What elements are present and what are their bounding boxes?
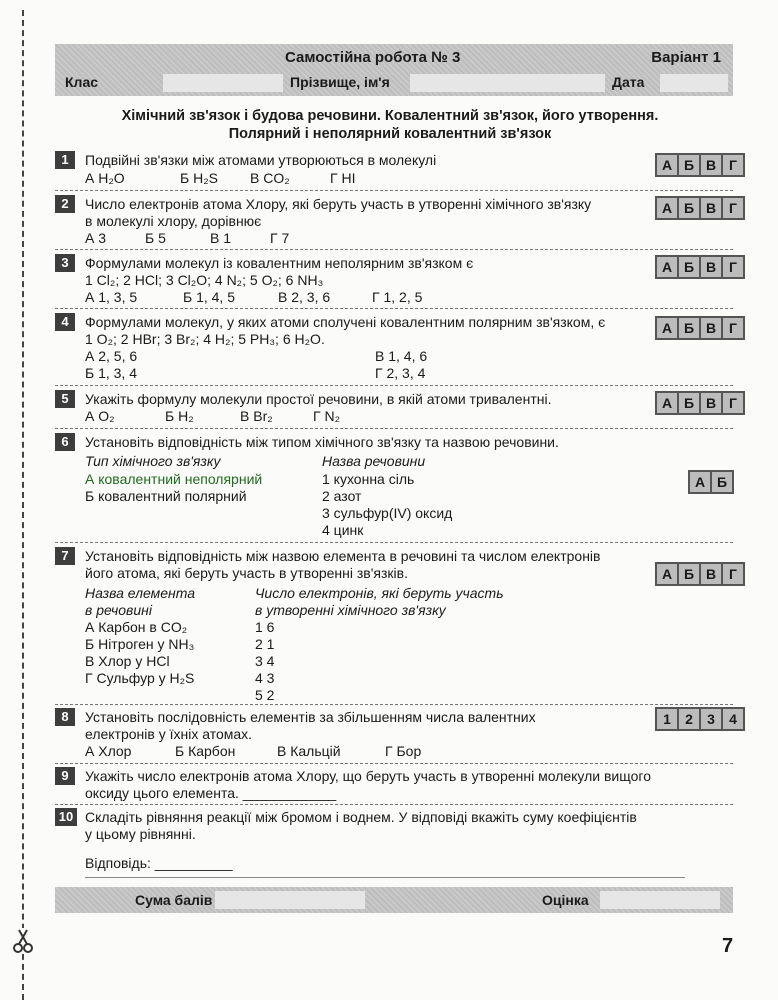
answer-cell[interactable]: 2: [679, 709, 699, 729]
match-left-item: А ковалентний неполярний: [85, 471, 263, 487]
answer-cell[interactable]: Г: [723, 393, 743, 413]
name-label: Прізвище, ім'я: [290, 74, 390, 90]
option-b: Б H₂S: [180, 170, 218, 186]
option-d: Г 1, 2, 5: [372, 289, 423, 305]
answer-cell[interactable]: Б: [679, 393, 699, 413]
name-field[interactable]: [410, 74, 605, 92]
scissors-icon: [10, 928, 36, 954]
column-heading: Тип хімічного зв'язку: [85, 453, 221, 469]
class-field[interactable]: [163, 74, 283, 92]
divider: [55, 804, 733, 805]
answer-cell[interactable]: В: [701, 155, 721, 175]
answer-cell[interactable]: В: [701, 257, 721, 277]
column-heading: Назва елемента: [85, 585, 195, 601]
option-d: Г 2, 3, 4: [375, 365, 426, 381]
match-right-item: 2 азот: [322, 488, 362, 504]
answer-cell[interactable]: Б: [679, 257, 699, 277]
match-right-item: 2 1: [255, 636, 275, 652]
answer-cell[interactable]: В: [701, 318, 721, 338]
question-number: 5: [55, 390, 75, 408]
page-number: 7: [722, 935, 734, 957]
option-c: В Br₂: [240, 408, 273, 424]
option-b: Б 1, 4, 5: [183, 289, 235, 305]
question-number: 3: [55, 254, 75, 272]
question-text: Формулами молекул, у яких атоми сполучені ковалентним полярним зв'язком, є: [85, 314, 606, 330]
divider: [55, 385, 733, 386]
match-right-item: 1 кухонна сіль: [322, 471, 415, 487]
option-a: А 3: [85, 230, 107, 246]
question-text: Формулами молекул із ковалентним неполярним зв'язком є: [85, 255, 474, 271]
option-b: Б H₂: [165, 408, 194, 424]
answer-cell[interactable]: В: [701, 198, 721, 218]
option-d: Г Бор: [385, 743, 422, 759]
answer-grid: [655, 196, 745, 220]
worksheet-title: Самостійна робота № 3: [285, 49, 461, 66]
question-number: 10: [55, 808, 77, 826]
question-number: 9: [55, 767, 75, 785]
answer-grid: [688, 470, 734, 494]
question-text: Укажіть формулу молекули простої речовини, в якій атоми тривалентні.: [85, 391, 552, 407]
question-text: Установіть послідовність елементів за збільшенням числа валентних: [85, 709, 536, 725]
divider: [55, 190, 733, 191]
question-number: 7: [55, 547, 75, 565]
option-d: Г 7: [270, 230, 290, 246]
option-c: В 2, 3, 6: [278, 289, 331, 305]
option-b: Б 1, 3, 4: [85, 365, 137, 381]
match-left-item: Б ковалентний полярний: [85, 488, 247, 504]
question-formulas: 1 Cl₂; 2 HCl; 3 Cl₂O; 4 N₂; 5 O₂; 6 NH₃: [85, 272, 324, 288]
date-field[interactable]: [660, 74, 728, 92]
date-label: Дата: [612, 74, 645, 90]
answer-cell[interactable]: А: [657, 318, 677, 338]
answer-cell[interactable]: В: [701, 393, 721, 413]
answer-cell[interactable]: Б: [712, 472, 732, 492]
answer-cell[interactable]: А: [657, 155, 677, 175]
answer-cell[interactable]: А: [690, 472, 710, 492]
divider: [55, 542, 733, 543]
option-c: В 1: [210, 230, 232, 246]
answer-cell[interactable]: В: [701, 564, 721, 584]
option-b: Б 5: [145, 230, 166, 246]
score-footer: [55, 887, 733, 913]
question-text: його атома, які беруть участь в утворенні зв'язків.: [85, 565, 408, 581]
option-c: В CO₂: [250, 170, 290, 186]
divider: [55, 704, 733, 705]
answer-grid: [655, 562, 745, 586]
question-text: в молекулі хлору, дорівнює: [85, 213, 262, 229]
match-right-item: 4 цинк: [322, 522, 364, 538]
column-heading: в речовині: [85, 602, 152, 618]
question-formulas: 1 O₂; 2 HBr; 3 Br₂; 4 H₂; 5 PH₃; 6 H₂O.: [85, 331, 325, 347]
question-text: Установіть відповідність між назвою елемента в речовині та числом електронів: [85, 548, 601, 564]
answer-cell[interactable]: Г: [723, 257, 743, 277]
column-heading: в утворенні хімічного зв'язку: [255, 602, 446, 618]
answer-grid: [655, 153, 745, 177]
answer-grid: [655, 707, 745, 731]
answer-cell[interactable]: Б: [679, 155, 699, 175]
match-right-item: 3 сульфур(IV) оксид: [322, 505, 453, 521]
question-text: у цьому рівнянні.: [85, 826, 196, 842]
score-label: Сума балів: [135, 892, 213, 908]
option-c: В 1, 4, 6: [375, 348, 428, 364]
cut-line: [22, 10, 24, 1000]
divider: [55, 428, 733, 429]
topic-title-line2: Полярний і неполярний ковалентний зв'язок: [228, 126, 552, 142]
option-a: А H₂O: [85, 170, 125, 186]
match-right-item: 4 3: [255, 670, 275, 686]
question-number: 1: [55, 151, 75, 169]
question-text: електронів у їхніх атомах.: [85, 726, 253, 742]
option-b: Б Карбон: [175, 743, 236, 759]
answer-grid: [655, 255, 745, 279]
answer-line: [85, 877, 685, 878]
answer-grid: [655, 316, 745, 340]
divider: [55, 763, 733, 764]
option-a: А 2, 5, 6: [85, 348, 138, 364]
grade-field[interactable]: [600, 891, 720, 909]
answer-cell[interactable]: Г: [723, 564, 743, 584]
option-d: Г N₂: [313, 408, 341, 424]
question-number: 6: [55, 433, 75, 451]
answer-label: Відповідь: __________: [85, 855, 233, 871]
match-right-item: 5 2: [255, 687, 275, 703]
match-left-item: Г Сульфур у H₂S: [85, 670, 195, 686]
question-number: 2: [55, 195, 75, 213]
option-d: Г HI: [330, 170, 356, 186]
column-heading: Назва речовини: [322, 453, 426, 469]
option-c: В Кальцій: [277, 743, 341, 759]
question-text: Установіть відповідність між типом хімічного зв'язку та назвою речовини.: [85, 434, 559, 450]
answer-cell[interactable]: А: [657, 393, 677, 413]
match-right-item: 3 4: [255, 653, 275, 669]
match-left-item: В Хлор у HCl: [85, 653, 170, 669]
option-a: А Хлор: [85, 743, 132, 759]
answer-cell[interactable]: 3: [701, 709, 721, 729]
answer-cell[interactable]: А: [657, 257, 677, 277]
answer-cell[interactable]: Б: [679, 198, 699, 218]
option-a: А O₂: [85, 408, 115, 424]
answer-cell[interactable]: Г: [723, 155, 743, 175]
divider: [55, 308, 733, 309]
column-heading: Число електронів, які беруть участь: [255, 585, 504, 601]
question-text: Подвійні зв'язки між атомами утворюються в молекулі: [85, 152, 437, 168]
answer-cell[interactable]: Б: [679, 318, 699, 338]
answer-cell[interactable]: Г: [723, 198, 743, 218]
question-text: Укажіть число електронів атома Хлору, що беруть участь в утворенні молекули вищого: [85, 768, 651, 784]
answer-cell[interactable]: А: [657, 564, 677, 584]
answer-cell[interactable]: 1: [657, 709, 677, 729]
question-number: 4: [55, 313, 75, 331]
question-text: Складіть рівняння реакції між бромом і воднем. У відповіді вкажіть суму коефіцієнтів: [85, 809, 637, 825]
divider: [55, 249, 733, 250]
answer-cell[interactable]: А: [657, 198, 677, 218]
answer-grid: [655, 391, 745, 415]
score-field[interactable]: [215, 891, 365, 909]
answer-cell[interactable]: Б: [679, 564, 699, 584]
class-label: Клас: [65, 74, 99, 90]
question-number: 8: [55, 708, 75, 726]
topic-title-line1: Хімічний зв'язок і будова речовини. Ковалентний зв'язок, його утворення.: [121, 108, 659, 124]
question-text: Число електронів атома Хлору, які беруть участь в утворенні хімічного зв'язку: [85, 196, 592, 212]
variant-label: Варіант 1: [651, 49, 721, 66]
option-a: А 1, 3, 5: [85, 289, 138, 305]
answer-cell[interactable]: Г: [723, 318, 743, 338]
answer-cell[interactable]: 4: [723, 709, 743, 729]
match-left-item: А Карбон в CO₂: [85, 619, 188, 635]
worksheet-header: [55, 44, 733, 96]
grade-label: Оцінка: [542, 892, 589, 908]
match-left-item: Б Нітроген у NH₃: [85, 636, 195, 652]
question-text: оксиду цього елемента. ____________: [85, 785, 337, 801]
match-right-item: 1 6: [255, 619, 275, 635]
